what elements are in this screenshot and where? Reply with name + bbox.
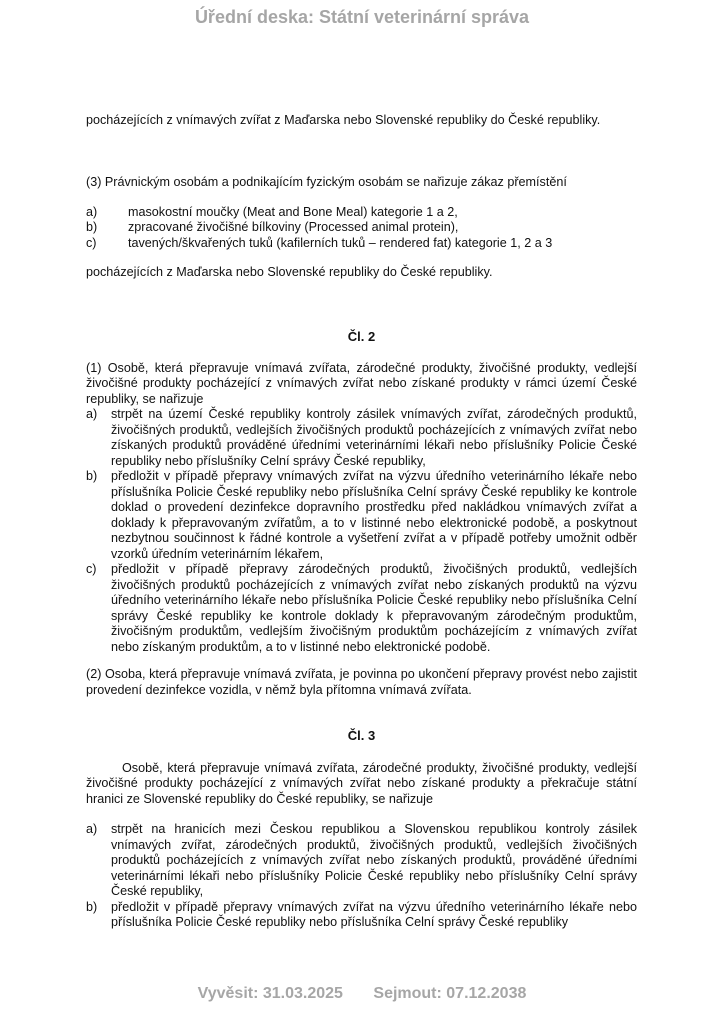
list-item [86, 236, 637, 252]
list-item [86, 900, 637, 931]
removal-date: Sejmout: 07.12.2038 [373, 985, 527, 1002]
posting-dates [0, 985, 724, 1003]
list-item [86, 562, 637, 655]
posted-date: Vyvěsit: 31.03.2025 [197, 985, 343, 1002]
list-marker: a) [86, 822, 98, 836]
list-text: předložit v případě přepravy zárodečných produktů, živočišných produktů, vedlejších živočišných produktů pocházejících z vnímavých zvířat nebo získaných produktů na výzvu úředního veterinárního lékaře nebo příslušníka Policie České republiky nebo příslušníka Celní správy České republiky ke kontrole doklady k přepravovaným zárodečným produktům, živočišným produktům, vedlejším živočišným produktům pocházejícím z vnímavých zvířat nebo získaným produktům, a to v listinné nebo elektronické podobě. [111, 562, 637, 654]
list-marker: a) [86, 204, 98, 219]
continuation-paragraph: pocházejících z vnímavých zvířat z Maďarska nebo Slovenské republiky do České republiky. [86, 113, 601, 127]
article-2-heading: Čl. 2 [347, 329, 376, 344]
list-text: strpět na území České republiky kontroly zásilek vnímavých zvířat, zárodečných produktů, živočišných produktů, vedlejších živočišných produktů pocházejících z vnímavých zvířat nebo získaných produktů prováděné úředními veterinárními lékaři nebo příslušníky Policie České republiky nebo příslušníky Celní správy České republiky, [111, 407, 637, 468]
article-2 [86, 329, 637, 655]
list-text: tavených/škvařených tuků (kafilerních tuků – rendered fat) kategorie 1, 2 a 3 [128, 235, 553, 250]
list-item [86, 205, 637, 221]
list-text: předložit v případě přepravy vnímavých zvířat na výzvu úředního veterinárního lékaře nebo příslušníka Policie České republiky nebo příslušníka Celní správy České republiky [111, 899, 637, 929]
list-marker: b) [86, 220, 98, 234]
notice-board-title: Úřední deska: Státní veterinární správa [194, 7, 530, 27]
list-text: masokostní moučky (Meat and Bone Meal) kategorie 1 a 2, [128, 204, 458, 219]
article-2-paragraph-2-block [86, 667, 637, 698]
list-item [86, 822, 637, 900]
list-marker: c) [86, 562, 97, 576]
paragraph-3-outro: pocházejících z Maďarska nebo Slovenské republiky do České republiky. [86, 265, 493, 279]
paragraph-3-intro: (3) Právnickým osobám a podnikajícím fyzickým osobám se nařizuje zákaz přemístění [86, 175, 567, 189]
list-item [86, 407, 637, 469]
continuation-text [86, 113, 637, 129]
list-item [86, 469, 637, 562]
list-text: strpět na hranicích mezi Českou republikou a Slovenskou republikou kontroly zásilek vnímavých zvířat, zárodečných produktů, živočišných produktů, vedlejších živočišných produktů pocházejících z vnímavých zvířat nebo získaných produktů, prováděné úředními veterinárními lékaři nebo příslušníky Policie České republiky nebo příslušníky Celní správy České republiky, [111, 822, 637, 898]
paragraph-3 [86, 175, 637, 281]
article-3-intro: Osobě, která přepravuje vnímavá zvířata, zárodečné produkty, živočišné produkty, vedlejší živočišné produkty pocházející z vnímavých zvířat nebo získané produkty a překračuje státní hranici ze Slovenské republiky do České republiky, se nařizuje [86, 760, 637, 806]
article-2-paragraph-2: (2) Osoba, která přepravuje vnímavá zvířata, je povinna po ukončení přepravy provést nebo zajistit provedení dezinfekce vozidla, v němž byla přítomna vnímavá zvířata. [86, 667, 637, 697]
list-text: zpracované živočišné bílkoviny (Processed animal protein), [128, 220, 459, 234]
article-3-heading: Čl. 3 [347, 728, 376, 743]
article-2-paragraph-1: (1) Osobě, která přepravuje vnímavá zvířata, zárodečné produkty, živočišné produkty, vedlejší živočišné produkty pocházející z vnímavých zvířat nebo získané produkty v rámci území České republiky, se nařizuje [86, 360, 637, 406]
list-text: předložit v případě přepravy vnímavých zvířat na výzvu úředního veterinárního lékaře nebo příslušníka Policie České republiky nebo příslušníka Celní správy České republiky ke kontrole doklad o provedení dezinfekce dopravního prostředku před nakládkou vnímavých zvířat a doklady k přepravovaným zvířatům, a to v listinné nebo elektronické podobě, a poskytnout nezbytnou součinnost k řádné kontrole a vyšetření zvířat a v případě potřeby umožnit odběr vzorků úředním veterinárním lékařem, [111, 469, 637, 561]
list-item [86, 220, 637, 236]
list-marker: a) [86, 407, 98, 421]
list-marker: b) [86, 899, 98, 914]
article-3 [86, 728, 637, 931]
list-marker: b) [86, 469, 98, 483]
list-marker: c) [86, 235, 97, 250]
